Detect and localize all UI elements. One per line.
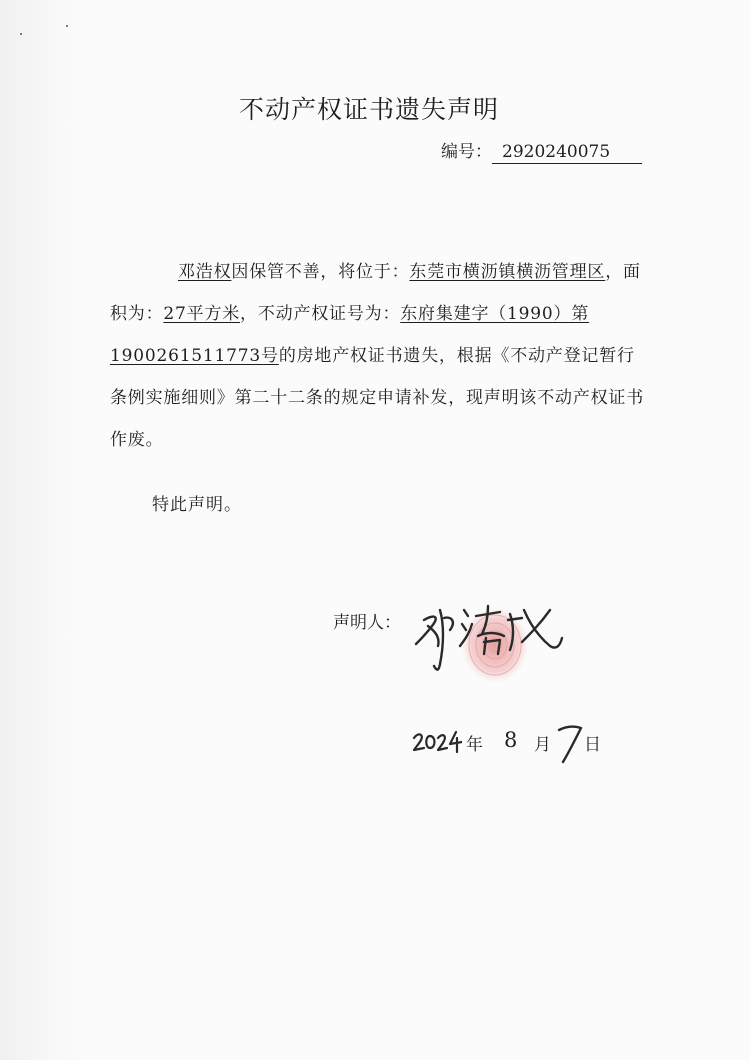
serial-row (441, 137, 642, 164)
document-title: 不动产权证书遗失声明 (239, 95, 500, 124)
property-area: 27平方米 (163, 304, 241, 324)
day-char: 日 (584, 735, 601, 755)
statement-text-3: ，不动产权证号为： (240, 304, 401, 324)
statement-text-1: 因保管不善，将位于： (231, 262, 410, 282)
statement-text-4: 的房地产权证书遗失，根据《不动产登记暂行条例实施细则》第二十二条的规定申请补发，现声明该不动产权证书作废。 (110, 346, 644, 450)
serial-number: 2920240075 (492, 141, 642, 164)
signature-with-fingerprint (410, 580, 580, 690)
closing-remark: 特此声明。 (152, 495, 242, 515)
statement-body (110, 251, 650, 461)
certificate-number: 东府集建字（1990）第1900261511773号 (110, 304, 590, 366)
scan-speck (66, 25, 68, 27)
property-location: 东莞市横沥镇横沥管理区 (409, 262, 606, 282)
statement-text-2: ，面积为： (110, 262, 641, 324)
owner-name: 邓浩权 (178, 262, 232, 282)
serial-label: 编号： (441, 142, 492, 162)
scan-speck (20, 33, 22, 35)
handwritten-day (555, 722, 585, 764)
scan-page-edge (0, 0, 86, 1060)
date-row (412, 718, 612, 768)
handwritten-year (412, 728, 462, 756)
month-value: 8 (504, 728, 518, 752)
month-char: 月 (534, 735, 551, 755)
declarant-label: 声明人： (333, 613, 401, 633)
year-char: 年 (466, 735, 483, 755)
